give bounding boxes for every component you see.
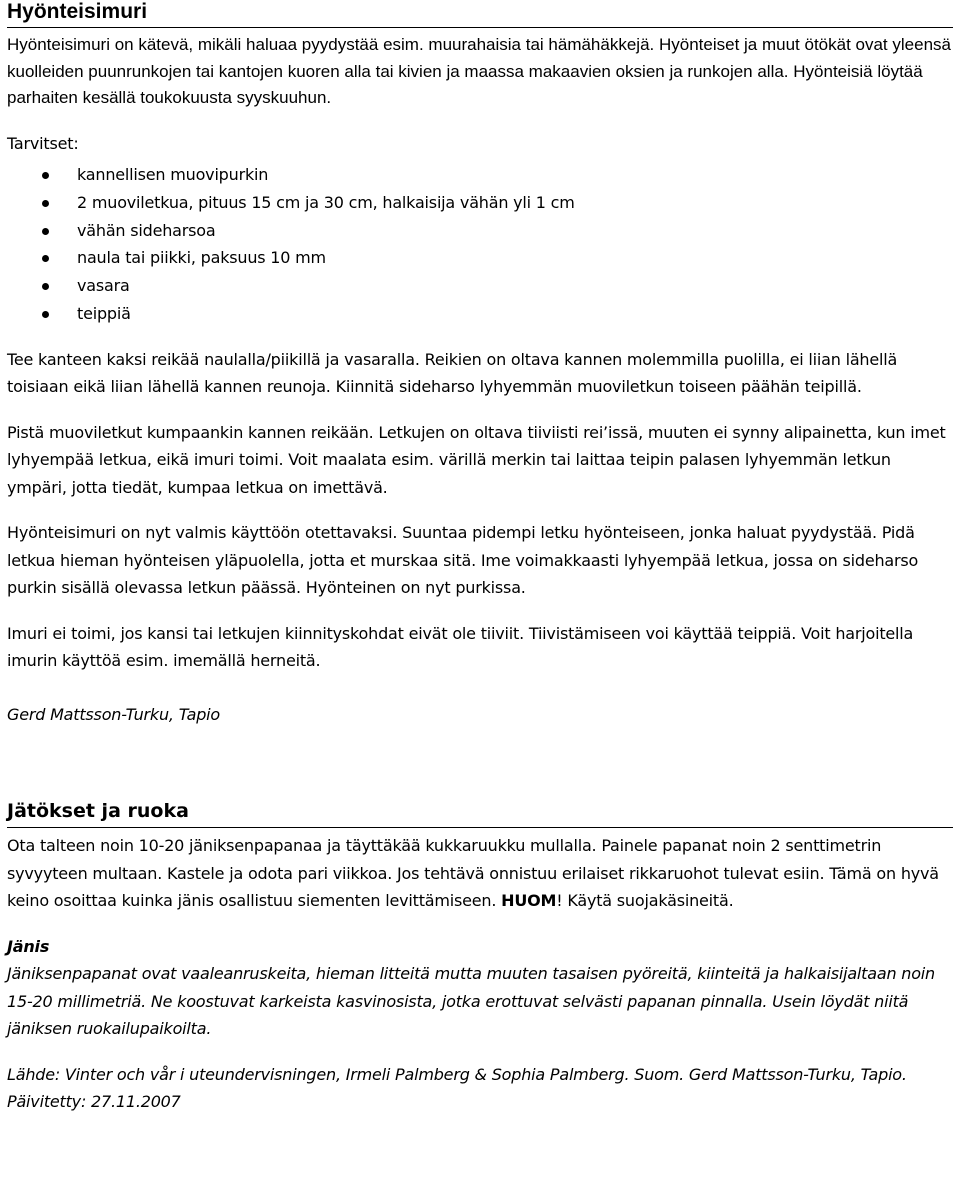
needs-label: Tarvitset: bbox=[7, 133, 79, 153]
jatokset-text: Ota talteen noin 10-20 jäniksenpapanaa ja täyttäkää kukkaruukku mullalla. Painele papanat noin 2 senttimetrin syvyyteen multaan. Kastele ja odota pari viikkoa. Jos tehtävä onnistuu erilaiset rikkaruohot tulevat esiin. Tämä on hyvä keino osoittaa kuinka jänis osallistuu siementen levittämiseen. bbox=[7, 836, 939, 911]
bullet-icon bbox=[42, 172, 49, 179]
list-item-text: vasara bbox=[77, 276, 130, 296]
instruction-paragraph-2: Pistä muoviletkut kumpaankin kannen reikään. Letkujen on oltava tiiviisti rei’issä, muuten ei synny alipainetta, kun imet lyhyempää letkua, eikä imuri toimi. Voit maalata esim. värillä merkin tai laittaa teipin palasen lyhyemmän letkun ympäri, jotta tiedät, kumpaa letkua on imettävä. bbox=[7, 422, 946, 497]
subheading-janis: Jänis bbox=[7, 936, 50, 956]
janis-paragraph: Jäniksenpapanat ovat vaaleanruskeita, hieman litteitä mutta muuten tasaisen pyöreitä, kiinteitä ja halkaisijaltaan noin 15-20 millimetriä. Ne koostuvat karkeista kasvinosista, jotka erottuvat selvästi papanan pinnalla. Usein löydät niitä jäniksen ruokailupaikoilta. bbox=[7, 964, 935, 1039]
list-item bbox=[7, 189, 953, 217]
list-item-text: kannellisen muovipurkin bbox=[77, 165, 269, 184]
title-underline bbox=[7, 827, 953, 828]
section-title-hyonteisimuri: Hyönteisimuri bbox=[7, 0, 148, 23]
list-item-text: naula tai piikki, paksuus 10 mm bbox=[77, 248, 326, 268]
bullet-icon bbox=[42, 283, 49, 290]
source-credit: Lähde: Vinter och vår i uteundervisningen, Irmeli Palmberg & Sophia Palmberg. Suom. Gerd Mattsson-Turku, Tapio. Päivitetty: 27.11.2007 bbox=[7, 1064, 907, 1112]
bullet-icon bbox=[42, 255, 49, 262]
bullet-icon bbox=[42, 200, 49, 207]
needs-list bbox=[7, 161, 953, 328]
jatokset-paragraph bbox=[7, 832, 953, 915]
instruction-paragraph-3: Hyönteisimuri on nyt valmis käyttöön otettavaksi. Suuntaa pidempi letku hyönteiseen, jonka haluat pyydystää. Pidä letkua hieman hyönteisen yläpuolella, jotta et murskaa sitä. Ime voimakkaasti lyhyempää letkua, jossa on sideharso purkin sisällä olevassa letkun päässä. Hyönteinen on nyt purkissa. bbox=[7, 523, 919, 598]
intro-paragraph: Hyönteisimuri on kätevä, mikäli haluaa pyydystää esim. muurahaisia tai hämähäkkejä. Hyönteiset ja muut ötökät ovat yleensä kuolleiden puunrunkojen tai kantojen kuoren alla tai kivien ja maassa makaavien oksien ja runkojen alla. Hyönteisiä löytää parhaiten kesällä toukokuusta syyskuuhun. bbox=[7, 35, 951, 107]
list-item bbox=[7, 217, 953, 245]
author-credit: Gerd Mattsson-Turku, Tapio bbox=[7, 704, 220, 724]
bullet-icon bbox=[42, 311, 49, 318]
list-item-text: vähän sideharsoa bbox=[77, 220, 216, 240]
section-title-jatokset: Jätökset ja ruoka bbox=[7, 800, 189, 823]
list-item bbox=[7, 244, 953, 272]
list-item-text: teippiä bbox=[77, 303, 131, 323]
list-item bbox=[7, 272, 953, 300]
list-item bbox=[7, 300, 953, 328]
instruction-paragraph-4: Imuri ei toimi, jos kansi tai letkujen kiinnityskohdat eivät ole tiiviit. Tiivistämiseen voi käyttää teippiä. Voit harjoitella imurin käyttöä esim. imemällä herneitä. bbox=[7, 623, 914, 671]
list-item bbox=[7, 161, 953, 189]
instruction-paragraph-1: Tee kanteen kaksi reikää naulalla/piikillä ja vasaralla. Reikien on oltava kannen molemmilla puolilla, ei liian lähellä toisiaan eikä liian lähellä kannen reunoja. Kiinnitä sideharso lyhyemmän muoviletkun toiseen päähän teipillä. bbox=[7, 349, 898, 397]
list-item-text: 2 muoviletkua, pituus 15 cm ja 30 cm, halkaisija vähän yli 1 cm bbox=[77, 192, 575, 212]
jatokset-text-end: ! Käytä suojakäsineitä. bbox=[556, 891, 734, 911]
warning-label: HUOM bbox=[501, 891, 557, 911]
bullet-icon bbox=[42, 228, 49, 235]
title-underline bbox=[7, 27, 953, 28]
